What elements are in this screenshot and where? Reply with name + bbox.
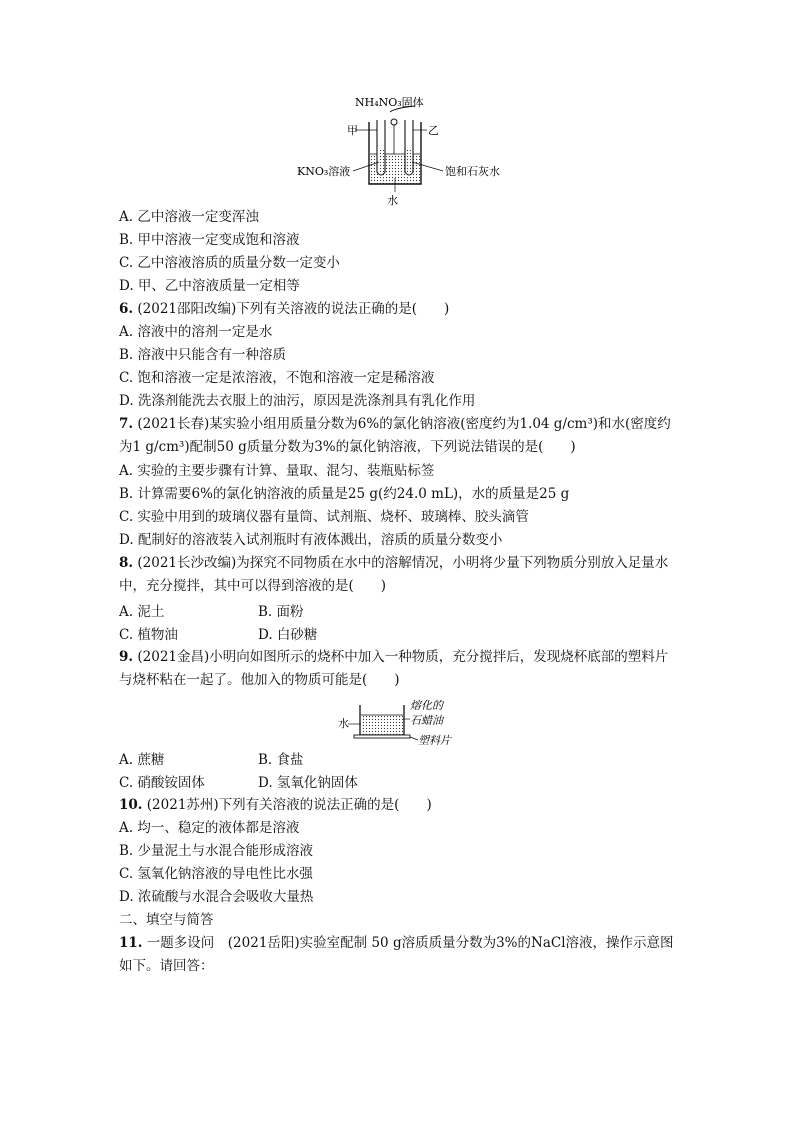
q11-stem xyxy=(119,932,679,978)
fig1-label-bottom: 水 xyxy=(387,194,398,207)
beaker-figure-1 xyxy=(295,92,505,210)
q6-option-b: B. 溶液中只能含有一种溶质 xyxy=(119,347,287,363)
q8-stem-text: (2021长沙改编)为探究不同物质在水中的溶解情况，小明将少量下列物质分别放入足量水中，充分搅拌，其中可以得到溶液的是( ) xyxy=(119,555,669,594)
q10-stem xyxy=(119,794,679,816)
q7-option-c: C. 实验中用到的玻璃仪器有量筒、试剂瓶、烧杯、玻璃棒、胶头滴管 xyxy=(119,509,529,525)
q9-stem-text: (2021金昌)小明向如图所示的烧杯中加入一种物质，充分搅拌后，发现烧杯底部的塑料片与烧杯粘在一起了。他加入的物质可能是( ) xyxy=(119,649,669,688)
q10-number: 10. xyxy=(119,797,143,813)
fig1-label-left: 甲 xyxy=(347,124,358,137)
q8-option-d: D. 白砂糖 xyxy=(258,627,318,643)
q9-option-c: C. 硝酸铵固体 xyxy=(119,775,205,791)
q5-option-b: B. 甲中溶液一定变成饱和溶液 xyxy=(119,232,300,248)
q9-number: 9. xyxy=(119,649,134,665)
q10-stem-text: (2021苏州)下列有关溶液的说法正确的是( ) xyxy=(142,797,432,813)
fig2-label-right2: 石蜡油 xyxy=(410,714,443,727)
fig2-label-right3: 塑料片 xyxy=(418,734,451,747)
q8-number: 8. xyxy=(119,555,134,571)
q5-option-a: A. 乙中溶液一定变浑浊 xyxy=(119,209,259,225)
q11-number: 11. xyxy=(119,935,143,951)
q9-option-a: A. 蔗糖 xyxy=(119,752,165,768)
fig1-label-left2: KNO₃溶液 xyxy=(297,165,351,178)
q10-option-a: A. 均一、稳定的液体都是溶液 xyxy=(119,820,300,836)
q6-stem xyxy=(119,298,679,320)
q9-option-b: B. 食盐 xyxy=(258,752,304,768)
q8-option-c: C. 植物油 xyxy=(119,627,178,643)
q7-option-d: D. 配制好的溶液装入试剂瓶时有液体溅出，溶质的质量分数变小 xyxy=(119,532,503,548)
section-heading: 二、填空与简答 xyxy=(119,912,214,928)
q6-option-a: A. 溶液中的溶剂一定是水 xyxy=(119,324,273,340)
q11-stem-text: 一题多设问 (2021岳阳)实验室配制 50 g溶质质量分数为3%的NaCl溶液，操作示意图如下。请回答： xyxy=(119,935,674,974)
fig1-label-top: NH₄NO₃固体 xyxy=(355,96,424,109)
q8-option-b: B. 面粉 xyxy=(258,604,304,620)
fig1-label-right: 乙 xyxy=(428,124,439,137)
q6-option-c: C. 饱和溶液一定是浓溶液，不饱和溶液一定是稀溶液 xyxy=(119,370,435,386)
q7-option-a: A. 实验的主要步骤有计算、量取、混匀、装瓶贴标签 xyxy=(119,463,435,479)
beaker-figure-2 xyxy=(338,697,468,749)
q5-option-d: D. 甲、乙中溶液质量一定相等 xyxy=(119,278,300,294)
q10-option-b: B. 少量泥土与水混合能形成溶液 xyxy=(119,843,314,859)
fig1-label-right2: 饱和石灰水 xyxy=(445,165,500,178)
q8-option-a: A. 泥土 xyxy=(119,604,165,620)
q7-stem xyxy=(119,413,679,459)
q5-option-c: C. 乙中溶液溶质的质量分数一定变小 xyxy=(119,255,340,271)
q7-number: 7. xyxy=(119,416,134,432)
q10-option-c: C. 氢氧化钠溶液的导电性比水强 xyxy=(119,866,313,882)
q10-option-d: D. 浓硫酸与水混合会吸收大量热 xyxy=(119,889,314,905)
q7-option-b: B. 计算需要6%的氯化钠溶液的质量是25 g(约24.0 mL)，水的质量是25 g xyxy=(119,486,570,502)
q8-stem xyxy=(119,552,679,598)
q6-option-d: D. 洗涤剂能洗去衣服上的油污，原因是洗涤剂具有乳化作用 xyxy=(119,393,476,409)
fig2-label-left: 水 xyxy=(338,717,349,730)
q7-stem-text: (2021长春)某实验小组用质量分数为6%的氯化钠溶液(密度约为1.04 g/cm³)和水(密度约为1 g/cm³)配制50 g质量分数为3%的氯化钠溶液，下列说法错误的是( ) xyxy=(119,416,671,455)
q9-stem xyxy=(119,646,679,692)
q6-number: 6. xyxy=(119,301,134,317)
q9-option-d: D. 氢氧化钠固体 xyxy=(258,775,358,791)
q6-stem-text: (2021邵阳改编)下列有关溶液的说法正确的是( ) xyxy=(133,301,450,317)
fig2-label-right1: 熔化的 xyxy=(410,699,443,712)
